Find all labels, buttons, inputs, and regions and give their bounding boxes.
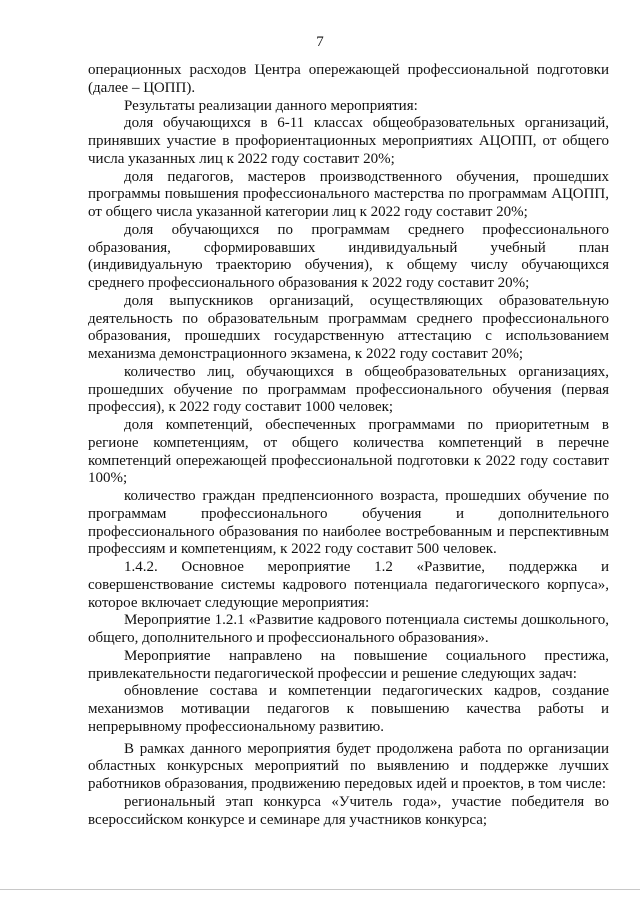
paragraph: доля обучающихся в 6-11 классах общеобразовательных организаций, принявших участие в профориентационных мероприятиях АЦОПП, от общего числа указанных лиц к 2022 году составит 20%; [88, 115, 609, 167]
paragraph: количество граждан предпенсионного возраста, прошедших обучение по программам профессионального обучения и дополнительного профессионального образования по наиболее востребованным и перспективным профессиям и компетенциям, к 2022 году составит 500 человек. [88, 488, 609, 558]
paragraph: Результаты реализации данного мероприятия: [124, 97, 418, 114]
paragraph: операционных расходов Центра опережающей профессиональной подготовки (далее – ЦОПП). [88, 62, 609, 96]
paragraph: В рамках данного мероприятия будет продолжена работа по организации областных конкурсных мероприятий по выявлению и поддержке лучших работников образования, продвижению передовых идей и проектов, в том числе: [88, 740, 609, 792]
paragraph: доля педагогов, мастеров производственного обучения, прошедших программы повышения профессионального мастерства по программам АЦОПП, от общего числа указанной категории лиц к 2022 году составит 20%; [88, 168, 609, 220]
paragraph: обновление состава и компетенции педагогических кадров, создание механизмов мотивации педагогов к повышению качества работы и непрерывному профессиональному развитию. [88, 683, 609, 735]
paragraph: 1.4.2. Основное мероприятие 1.2 «Развитие, поддержка и совершенствование системы кадрового потенциала педагогического корпуса», которое включает следующие мероприятия: [88, 559, 609, 611]
paragraph: Мероприятие направлено на повышение социального престижа, привлекательности педагогической профессии и решение следующих задач: [88, 647, 609, 682]
document-body [88, 62, 609, 829]
paragraph: Мероприятие 1.2.1 «Развитие кадрового потенциала системы дошкольного, общего, дополнительного и профессионального образования». [88, 612, 609, 646]
paragraph: количество лиц, обучающихся в общеобразовательных организациях, прошедших обучение по программам профессионального обучения (первая профессия), к 2022 году составит 1000 человек; [88, 363, 609, 416]
paragraph: доля выпускников организаций, осуществляющих образовательную деятельность по образовательным программам среднего профессионального образования, прошедших государственную аттестацию с использованием механизма демонстрационного экзамена, к 2022 году составит 20%; [88, 292, 609, 362]
paragraph: региональный этап конкурса «Учитель года», участие победителя во всероссийском конкурсе и семинаре для участников конкурса; [88, 793, 609, 828]
paragraph: доля обучающихся по программам среднего профессионального образования, сформировавших индивидуальный учебный план (индивидуальную траекторию обучения), к общему числу обучающихся среднего профессионального образования к 2022 году составит 20%; [88, 221, 609, 291]
footer-rule [0, 889, 640, 891]
paragraph: доля компетенций, обеспеченных программами по приоритетным в регионе компетенциям, от общего количества компетенций в перечне компетенций опережающей профессиональной подготовки к 2022 году составит 100%; [88, 417, 609, 487]
page-number: 7 [316, 34, 324, 50]
